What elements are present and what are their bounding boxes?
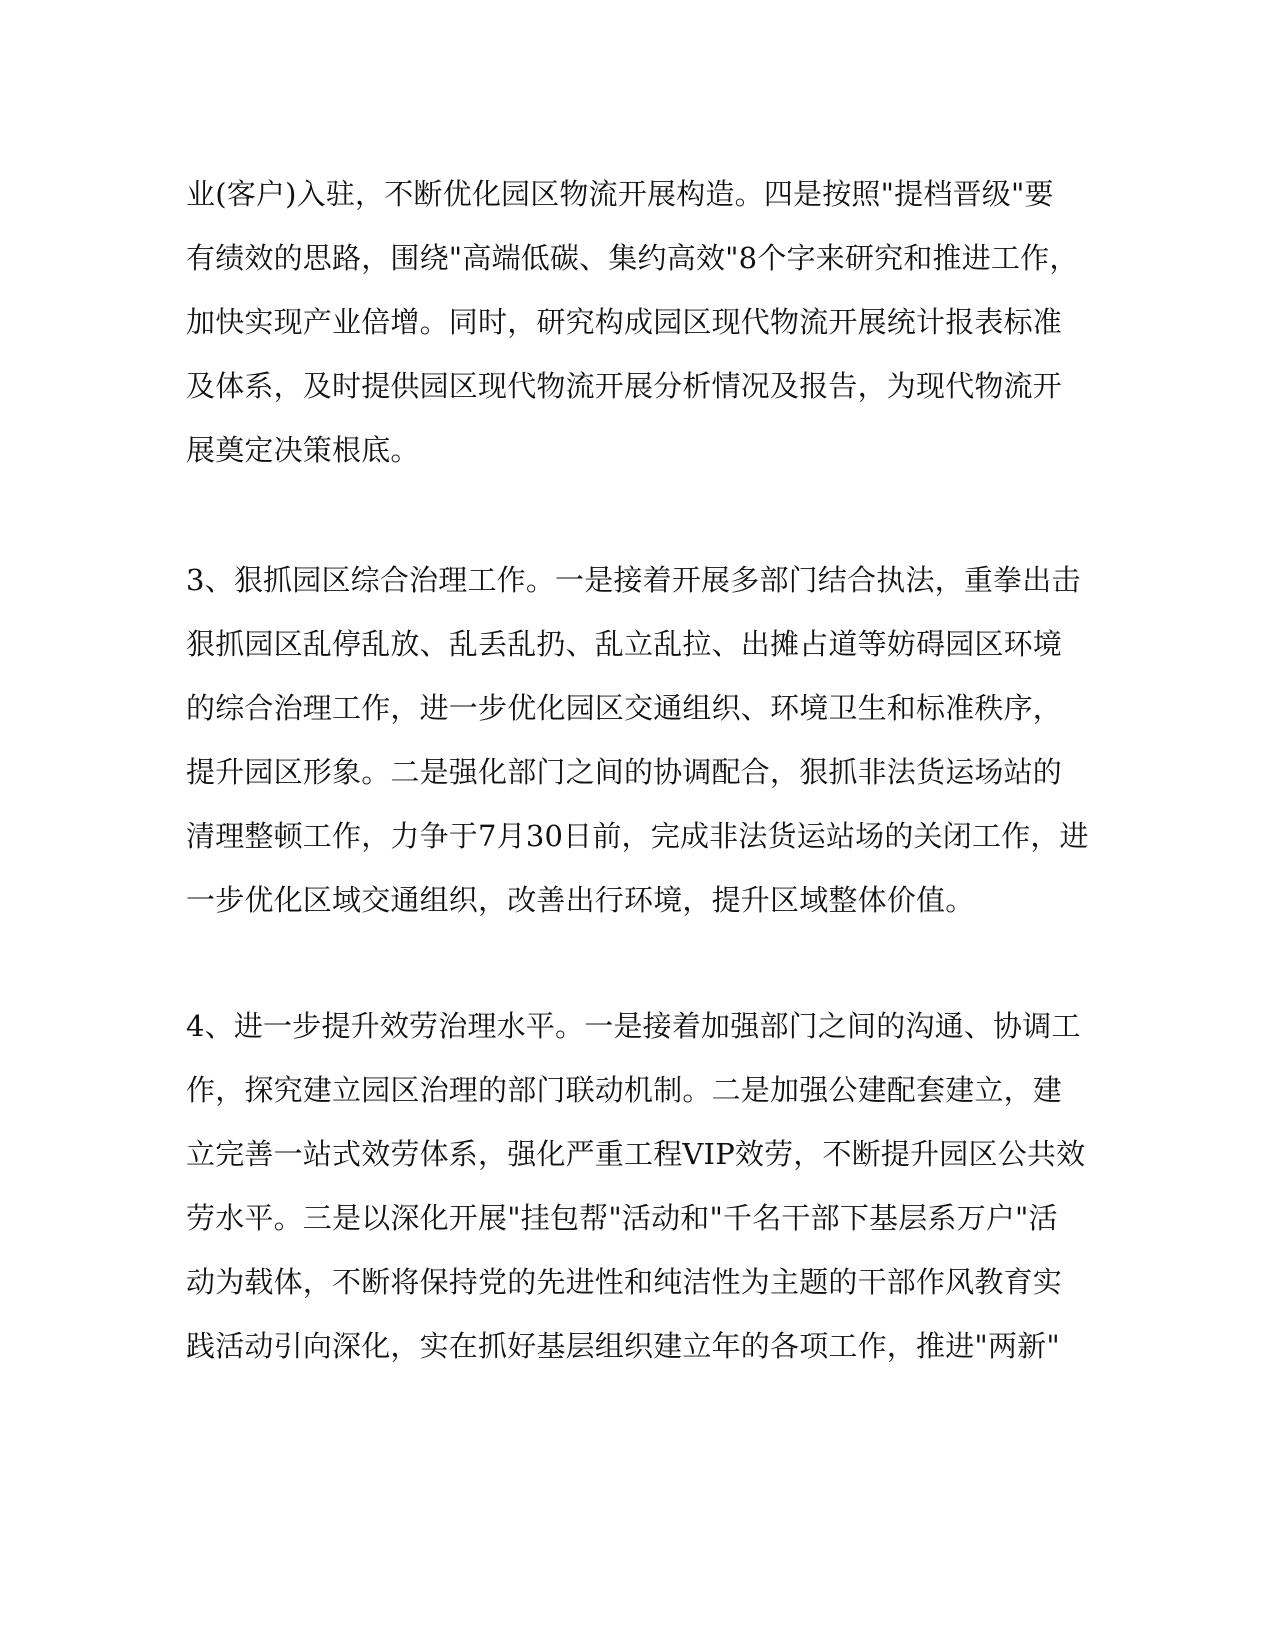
text-line: 提升园区形象。二是强化部门之间的协调配合，狠抓非法货运场站的	[186, 755, 1063, 789]
text-line: 4、进一步提升效劳治理水平。一是接着加强部门之间的沟通、协调工	[186, 1009, 1081, 1043]
paragraph-comprehensive-governance	[186, 548, 1089, 932]
text-line: 狠抓园区乱停乱放、乱丢乱扔、乱立乱拉、出摊占道等妨碍园区环境	[186, 627, 1063, 661]
text-line: 及体系，及时提供园区现代物流开展分析情况及报告，为现代物流开	[186, 369, 1063, 403]
text-line: 的综合治理工作，进一步优化园区交通组织、环境卫生和标准秩序，	[186, 691, 1063, 725]
text-line: 有绩效的思路，围绕"高端低碳、集约高效"8个字来研究和推进工作，	[186, 241, 1079, 275]
paragraph-logistics-structure	[186, 162, 1086, 482]
text-line: 动为载体，不断将保持党的先进性和纯洁性为主题的干部作风教育实	[186, 1265, 1063, 1299]
text-line: 清理整顿工作，力争于7月30日前，完成非法货运站场的关闭工作，进	[186, 819, 1089, 853]
paragraph-service-management	[186, 994, 1086, 1378]
text-line: 立完善一站式效劳体系，强化严重工程VIP效劳，不断提升园区公共效	[186, 1137, 1086, 1171]
text-line: 3、狠抓园区综合治理工作。一是接着开展多部门结合执法，重拳出击	[186, 563, 1081, 597]
text-line: 业(客户)入驻，不断优化园区物流开展构造。四是按照"提档晋级"要	[186, 177, 1054, 211]
text-line: 践活动引向深化，实在抓好基层组织建立年的各项工作，推进"两新"	[186, 1329, 1060, 1363]
text-line: 劳水平。三是以深化开展"挂包帮"活动和"千名干部下基层系万户"活	[186, 1201, 1058, 1235]
text-line: 展奠定决策根底。	[186, 433, 420, 467]
text-line: 作，探究建立园区治理的部门联动机制。二是加强公建配套建立，建	[186, 1073, 1063, 1107]
text-line: 加快实现产业倍增。同时，研究构成园区现代物流开展统计报表标准	[186, 305, 1063, 339]
text-line: 一步优化区域交通组织，改善出行环境，提升区域整体价值。	[186, 883, 975, 917]
